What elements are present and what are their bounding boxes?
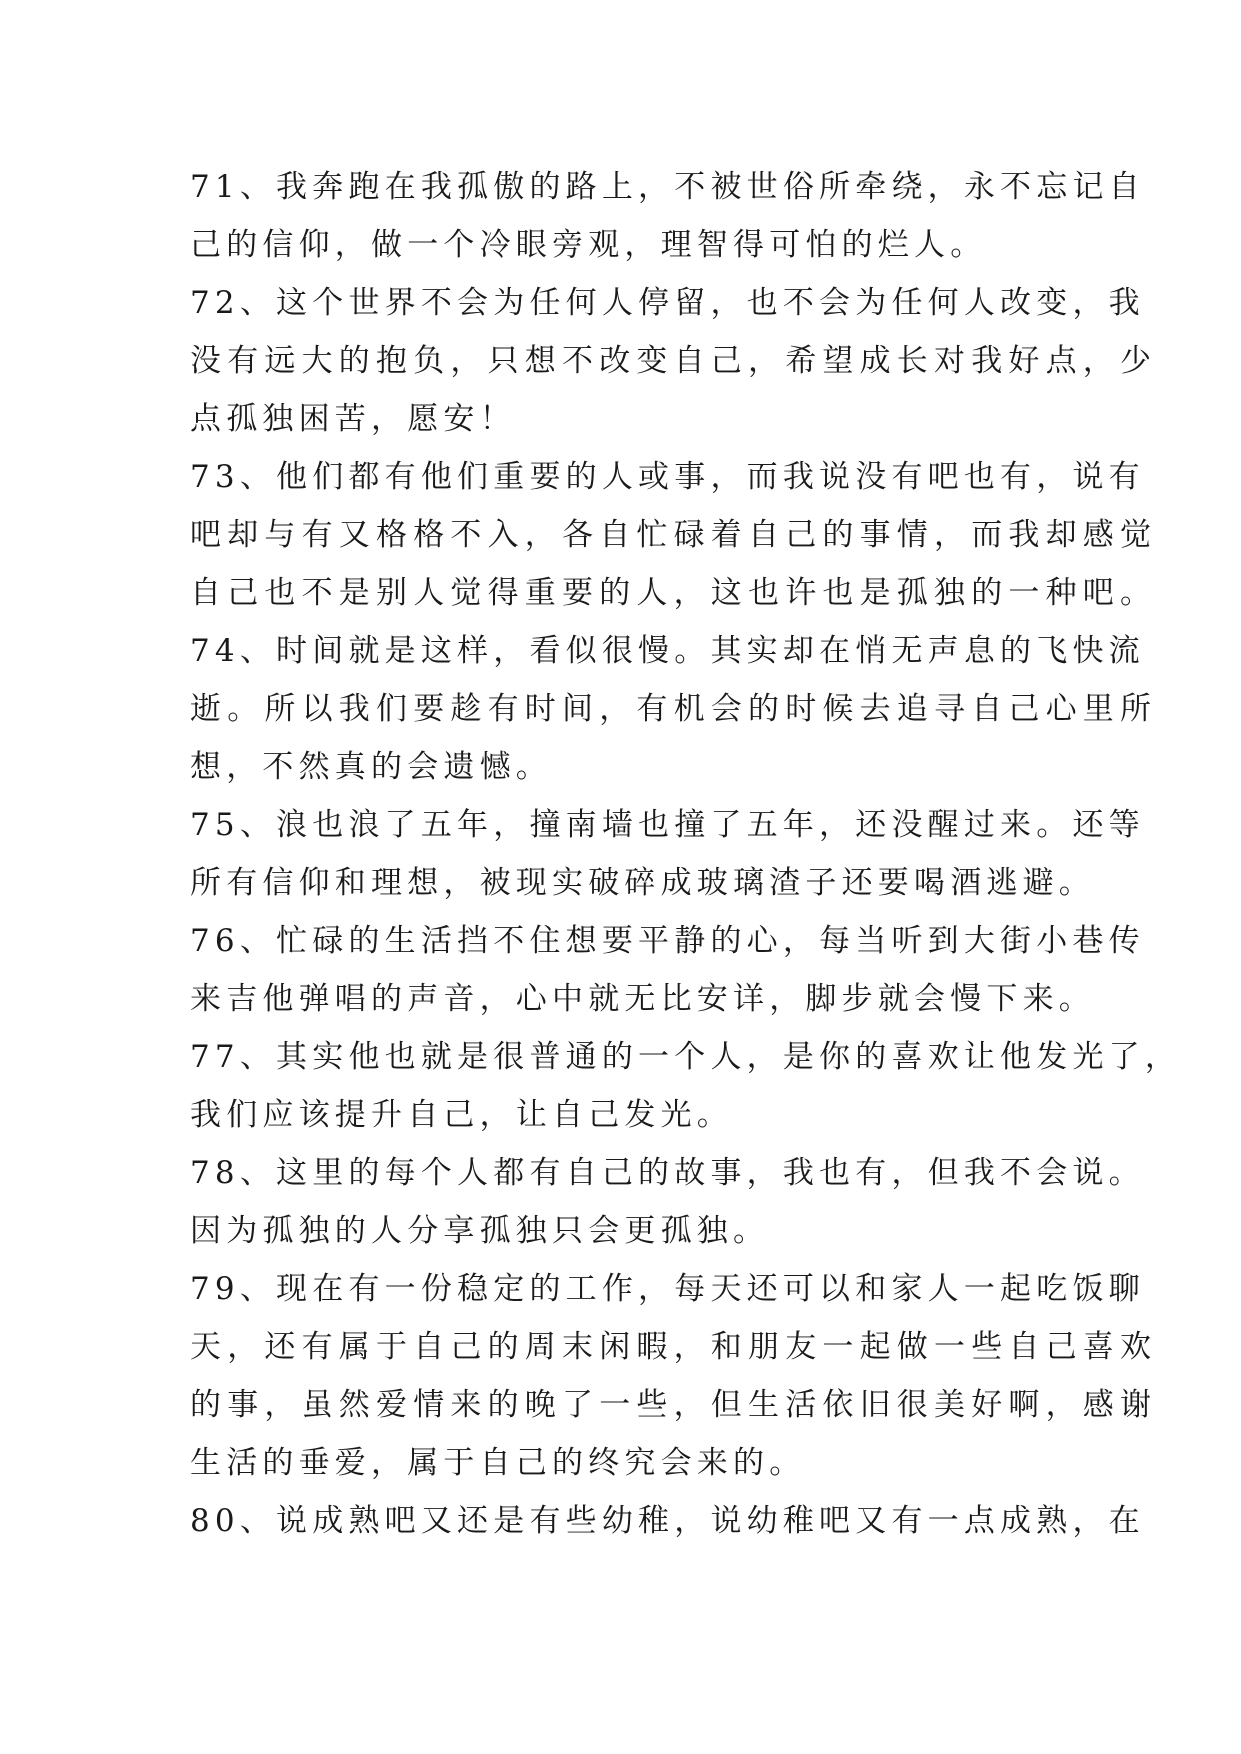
text-line: 因为孤独的人分享孤独只会更孤独。 bbox=[190, 1213, 770, 1249]
text-line: 我们应该提升自己，让自己发光。 bbox=[190, 1097, 733, 1133]
text-line: 来吉他弹唱的声音，心中就无比安详，脚步就会慢下来。 bbox=[190, 981, 1095, 1017]
text-line: 80、说成熟吧又还是有些幼稚，说幼稚吧又有一点成熟，在 bbox=[190, 1503, 1145, 1539]
text-line: 72、这个世界不会为任何人停留，也不会为任何人改变，我 bbox=[190, 285, 1145, 321]
text-line: 71、我奔跑在我孤傲的路上，不被世俗所牵绕，永不忘记自 bbox=[190, 169, 1145, 205]
text-line: 76、忙碌的生活挡不住想要平静的心，每当听到大街小巷传 bbox=[190, 923, 1145, 959]
text-line: 生活的垂爱，属于自己的终究会来的。 bbox=[190, 1445, 806, 1481]
text-line: 所有信仰和理想，被现实破碎成玻璃渣子还要喝酒逃避。 bbox=[190, 865, 1095, 901]
text-line: 73、他们都有他们重要的人或事，而我说没有吧也有，说有 bbox=[190, 459, 1145, 495]
text-line: 74、时间就是这样，看似很慢。其实却在悄无声息的飞快流 bbox=[190, 633, 1145, 669]
text-line: 的事，虽然爱情来的晚了一些，但生活依旧很美好啊，感谢 bbox=[190, 1387, 1158, 1423]
text-line: 没有远大的抱负，只想不改变自己，希望成长对我好点，少 bbox=[190, 343, 1158, 379]
text-line: 自己也不是别人觉得重要的人，这也许也是孤独的一种吧。 bbox=[190, 575, 1158, 611]
text-line: 逝。所以我们要趁有时间，有机会的时候去追寻自己心里所 bbox=[190, 691, 1158, 727]
text-line: 77、其实他也就是很普通的一个人，是你的喜欢让他发光了， bbox=[190, 1039, 1182, 1075]
text-line: 想，不然真的会遗憾。 bbox=[190, 749, 552, 785]
document-body bbox=[190, 158, 1182, 1550]
text-line: 吧却与有又格格不入，各自忙碌着自己的事情，而我却感觉 bbox=[190, 517, 1158, 553]
text-line: 点孤独困苦，愿安！ bbox=[190, 401, 516, 437]
text-line: 79、现在有一份稳定的工作，每天还可以和家人一起吃饭聊 bbox=[190, 1271, 1145, 1307]
text-line: 75、浪也浪了五年，撞南墙也撞了五年，还没醒过来。还等 bbox=[190, 807, 1145, 843]
text-line: 己的信仰，做一个冷眼旁观，理智得可怕的烂人。 bbox=[190, 227, 987, 263]
text-line: 天，还有属于自己的周末闲暇，和朋友一起做一些自己喜欢 bbox=[190, 1329, 1158, 1365]
text-line: 78、这里的每个人都有自己的故事，我也有，但我不会说。 bbox=[190, 1155, 1145, 1191]
